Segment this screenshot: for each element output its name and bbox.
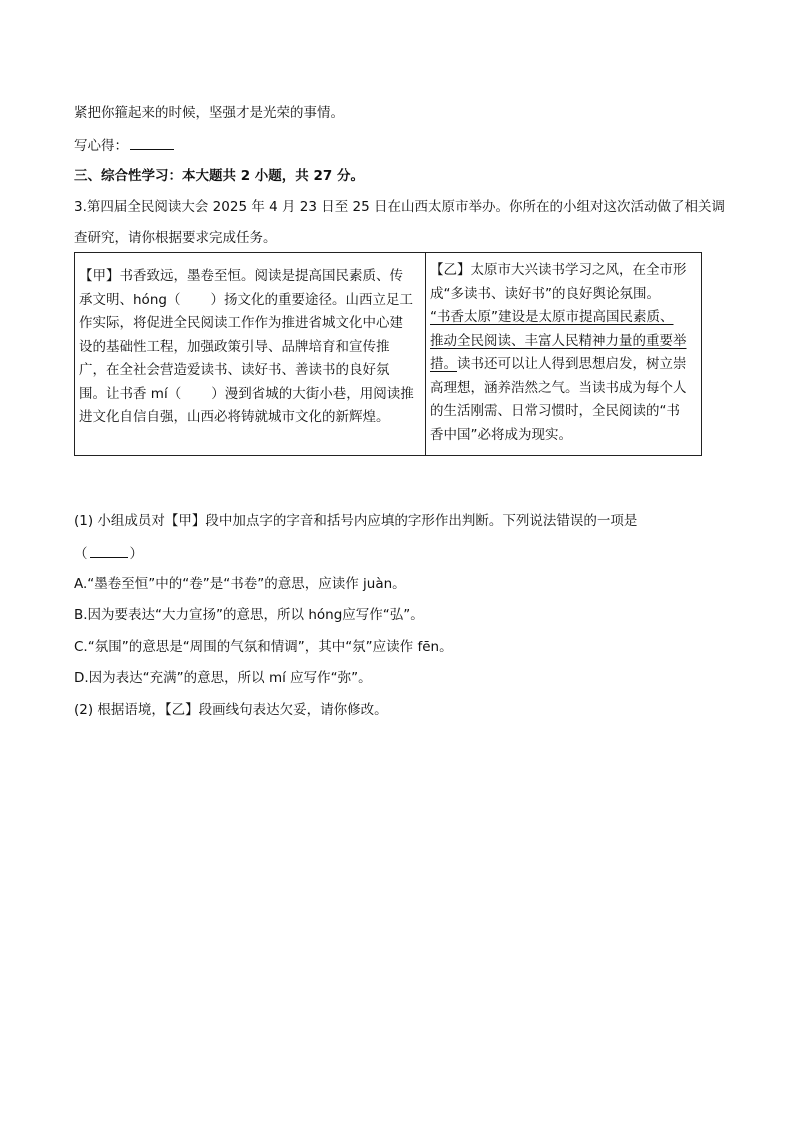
sub-question-2-stem: (2) 根据语境，【乙】段画线句表达欠妥，请你修改。 [74, 702, 388, 718]
sub-question-1-stem: (1) 小组成员对【甲】段中加点字的字音和括号内应填的字形作出判断。下列说法错误的一项是 [74, 513, 638, 529]
passage-yi-line: 香中国”必将成为现实。 [430, 426, 572, 443]
passage-yi-underlined-line: 推动全民阅读、丰富人民精神力量的重要举 [430, 332, 687, 349]
question-3-line2: 查研究，请你根据要求完成任务。 [74, 230, 277, 246]
passage-jia-line: 【甲】书香致远，墨卷至恒。阅读是提高国民素质、传 [79, 268, 403, 284]
answer-blank[interactable] [90, 543, 128, 558]
passage-jia-line: 广，在全社会营造爱读书、读好书、善读书的良好氛 [79, 362, 390, 378]
passage-jia-line: 承文明、hóng（ ）扬文化的重要途径。山西立足工 [79, 291, 413, 308]
reflection-label: 写心得： [74, 138, 128, 154]
option-a: A.“墨卷至恒”中的“卷”是“书卷”的意思，应读作 juàn。 [74, 576, 406, 592]
question-3-line1: 3.第四届全民阅读大会 2025 年 4 月 23 日至 25 日在山西太原市举办。你所在的小组对这次活动做了相关调 [74, 199, 726, 215]
passage-jia-line: 进文化自信自强，山西必将铸就城市文化的新辉煌。 [79, 409, 390, 425]
passage-yi-line: 措。读书还可以让人得到思想启发，树立崇 [430, 356, 687, 372]
option-d: D.因为表达“充满”的意思，所以 mí 应写作“弥”。 [74, 670, 372, 686]
option-b: B.因为要表达“大力宣扬”的意思，所以 hóng应写作“弘”。 [74, 607, 424, 623]
passage-yi-line: 高理想，涵养浩然之气。当读书成为每个人 [430, 379, 687, 396]
passage-jia-line: 设的基础性工程，加强政策引导、品牌培育和宣传推 [79, 338, 390, 355]
passage-jia [75, 253, 426, 456]
poem-closing-line: 紧把你箍起来的时候，坚强才是光荣的事情。 [74, 105, 344, 121]
passage-yi-underlined-end: 措。 [430, 356, 457, 372]
passage-jia-line: 作实际，将促进全民阅读工作作为推进省城文化中心建 [79, 315, 403, 331]
reflection-line [74, 135, 176, 156]
passage-yi-line: 的生活刚需、日常习惯时，全民阅读的“书 [430, 403, 680, 419]
reflection-answer-blank[interactable] [130, 135, 174, 150]
passage-yi-line: 【乙】太原市大兴读书学习之风，在全市形 [430, 262, 687, 278]
passage-yi [426, 253, 702, 456]
sub-question-1-answer: （ ） [74, 543, 143, 564]
passage-table [74, 252, 702, 456]
passage-yi-underlined-line: “书香太原”建设是太原市提高国民素质、 [430, 309, 674, 325]
option-c: C.“氛围”的意思是“周围的气氛和情调”，其中“氛”应读作 fēn。 [74, 639, 453, 655]
passage-jia-line: 围。让书香 mí（ ）漫到省城的大街小巷，用阅读推 [79, 385, 414, 402]
passage-yi-line: 成“多读书、读好书”的良好舆论氛围。 [430, 285, 660, 302]
section-title: 三、综合性学习：本大题共 2 小题，共 27 分。 [74, 168, 364, 184]
